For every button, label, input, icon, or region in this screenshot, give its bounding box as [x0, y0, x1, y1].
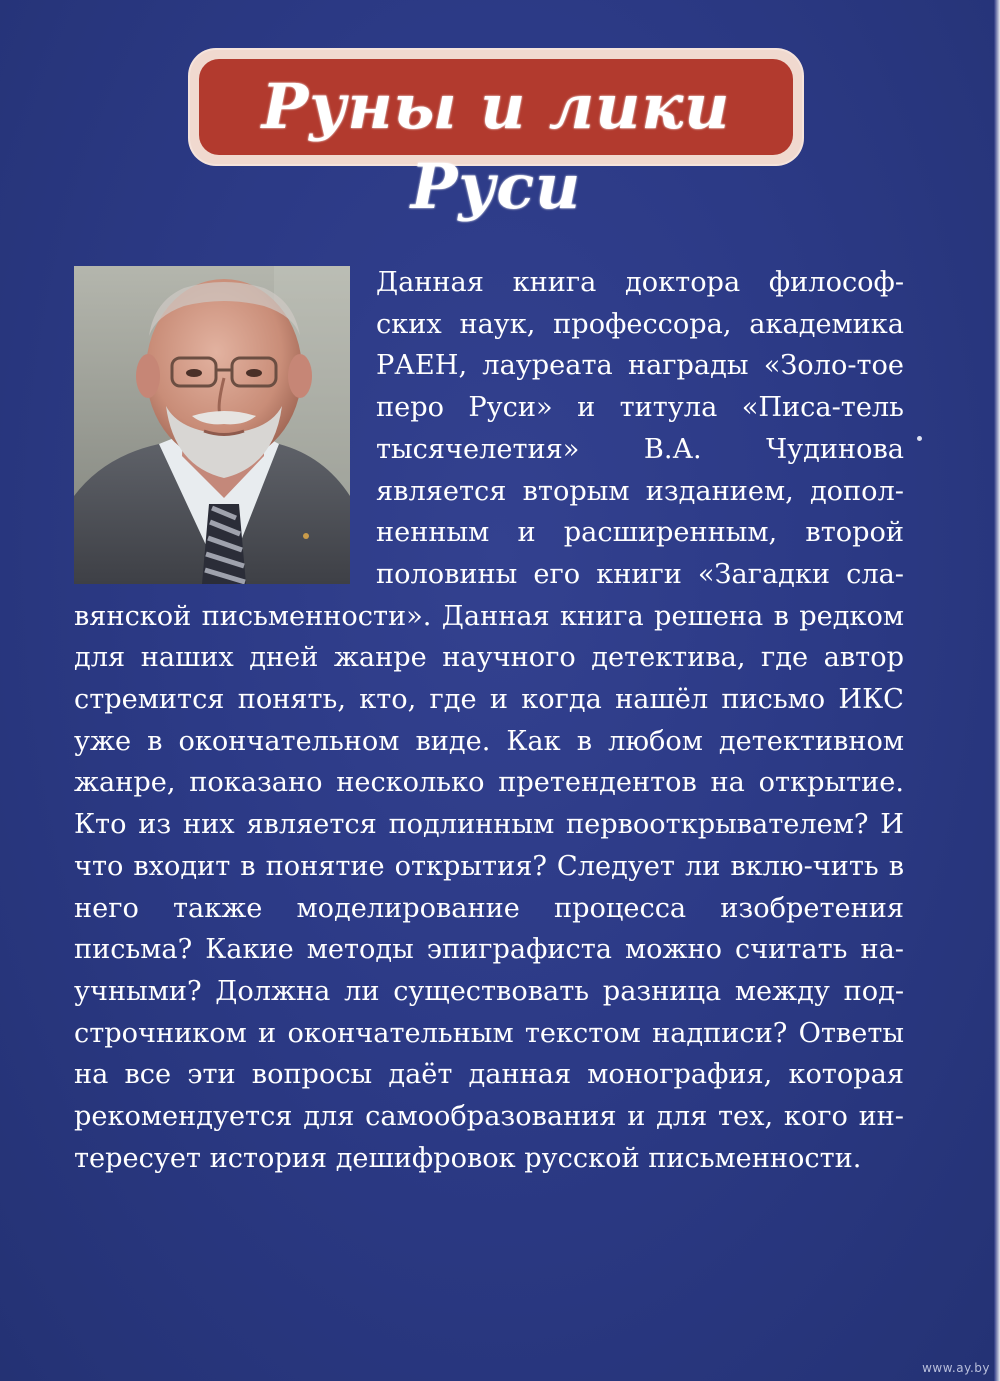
- title-plate: [199, 59, 793, 223]
- book-description: [74, 262, 904, 1179]
- description-text: Данная книга доктора философ-ских наук, профессора, академика РАЕН, лауреата награды «Золо-тое перо Руси» и титула «Писа-тель тысячелетия» В.А. Чудинова является вторым изданием, допол-ненным и расширенным, второй половины его книги «Загадки сла-вянской письменности». Данная книга решена в редком для наших дней жанре научного детектива, где автор стремится понять, кто, где и когда нашёл письмо ИКС уже в окончательном виде. Как в любом детективном жанре, показано несколько претендентов на открытие. Кто из них является подлинным первооткрывателем? И что входит в понятие открытия? Следует ли вклю-чить в него также моделирование процесса изобретения письма? Какие методы эпиграфиста можно считать на-учными? Должна ли существовать разница между под-строчником и окончательным текстом надписи? Ответы на все эти вопросы даёт данная монография, которая рекомендуется для самообразования и для тех, кого ин-тересует история дешифровок русской письменности.: [74, 267, 904, 1174]
- title-banner: [190, 50, 802, 223]
- book-title: Руны и лики Руси: [261, 70, 731, 223]
- stray-dot: [917, 436, 922, 441]
- watermark: www.ay.by: [922, 1361, 990, 1375]
- photo-spacer: [74, 262, 376, 595]
